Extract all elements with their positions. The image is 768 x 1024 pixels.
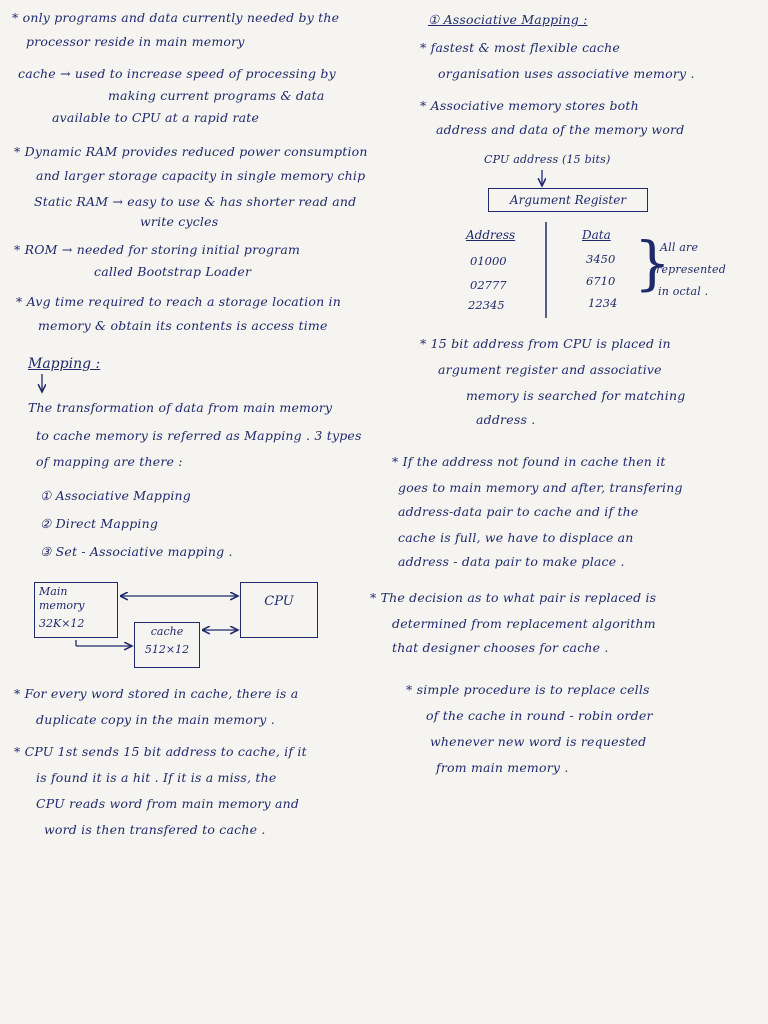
assoc-note-line: address and data of the memory word <box>436 122 685 137</box>
cpu-label: CPU <box>264 594 294 609</box>
roundrobin-note-line: from main memory . <box>436 760 569 775</box>
note-duplicate-line: duplicate copy in the main memory . <box>36 712 275 727</box>
table-header-data: Data <box>582 228 611 242</box>
miss-note-line: goes to main memory and after, transfering <box>398 480 683 495</box>
table-cell: 6710 <box>586 274 616 288</box>
note-cache-line: available to CPU at a rapid rate <box>52 110 260 125</box>
mapping-type-item: ② Direct Mapping <box>40 516 159 531</box>
roundrobin-note-line: of the cache in round - robin order <box>426 708 653 723</box>
miss-note-line: cache is full, we have to displace an <box>398 530 634 545</box>
mapping-def-line: The transformation of data from main memory <box>28 400 333 415</box>
mapping-def-line: of mapping are there : <box>36 454 183 469</box>
replace-note-line: * The decision as to what pair is replaced is <box>370 590 657 605</box>
note-hit-line: is found it is a hit . If it is a miss, the <box>36 770 277 785</box>
octal-note: in octal . <box>658 285 709 298</box>
note-dram-line: * Dynamic RAM provides reduced power consumption <box>14 144 368 159</box>
note-hit-line: word is then transfered to cache . <box>44 822 266 837</box>
note-cache-line: making current programs & data <box>108 88 325 103</box>
note-sram-line: Static RAM → easy to use & has shorter read and <box>34 194 357 209</box>
note-duplicate-line: * For every word stored in cache, there is a <box>14 686 299 701</box>
replace-note-line: that designer chooses for cache . <box>392 640 609 655</box>
table-cell: 22345 <box>468 298 505 312</box>
mapping-type-item: ① Associative Mapping <box>40 488 191 503</box>
table-cell: 02777 <box>470 278 507 292</box>
roundrobin-note-line: * simple procedure is to replace cells <box>406 682 650 697</box>
mapping-def-line: to cache memory is referred as Mapping . 3 types <box>36 428 362 443</box>
assoc-search-line: memory is searched for matching <box>466 388 686 403</box>
assoc-search-line: * 15 bit address from CPU is placed in <box>420 336 671 351</box>
assoc-note-line: * Associative memory stores both <box>420 98 639 113</box>
cpu-address-label: CPU address (15 bits) <box>484 153 611 166</box>
note-cache-line: cache → used to increase speed of processing by <box>18 66 336 81</box>
note-programs-line: processor reside in main memory <box>26 34 245 49</box>
brace-icon: } <box>634 229 671 297</box>
table-cell: 01000 <box>470 254 507 268</box>
note-hit-line: CPU reads word from main memory and <box>36 796 300 811</box>
cache-label: cache <box>150 625 184 638</box>
octal-note: All are <box>660 241 699 254</box>
note-access-line: * Avg time required to reach a storage location in <box>16 294 341 309</box>
miss-note-line: address-data pair to cache and if the <box>398 504 639 519</box>
miss-note-line: address - data pair to make place . <box>398 554 625 569</box>
main-memory-size: 32K×12 <box>39 617 85 630</box>
note-programs-line: * only programs and data currently needed by the <box>12 10 340 25</box>
note-sram-line: write cycles <box>140 214 219 229</box>
mapping-type-item: ③ Set - Associative mapping . <box>40 544 233 559</box>
note-access-line: memory & obtain its contents is access time <box>38 318 328 333</box>
replace-note-line: determined from replacement algorithm <box>392 616 656 631</box>
argument-register-box <box>488 188 648 212</box>
table-cell: 1234 <box>588 296 618 310</box>
cache-size: 512×12 <box>144 643 190 656</box>
note-rom-line: * ROM → needed for storing initial program <box>14 242 301 257</box>
associative-heading: ① Associative Mapping : <box>428 12 588 27</box>
argument-register-label: Argument Register <box>509 193 627 207</box>
octal-note: represented <box>656 263 726 276</box>
assoc-note-line: organisation uses associative memory . <box>438 66 695 81</box>
table-cell: 3450 <box>586 252 616 266</box>
note-rom-line: called Bootstrap Loader <box>94 264 252 279</box>
table-header-address: Address <box>466 228 516 242</box>
miss-note-line: * If the address not found in cache then it <box>392 454 666 469</box>
assoc-search-line: argument register and associative <box>438 362 662 377</box>
mapping-heading: Mapping : <box>28 356 101 372</box>
main-memory-label: Main memory <box>39 585 85 612</box>
assoc-search-line: address . <box>476 412 536 427</box>
note-hit-line: * CPU 1st sends 15 bit address to cache, if it <box>14 744 307 759</box>
assoc-note-line: * fastest & most flexible cache <box>420 40 620 55</box>
roundrobin-note-line: whenever new word is requested <box>430 734 647 749</box>
note-dram-line: and larger storage capacity in single memory chip <box>36 168 366 183</box>
